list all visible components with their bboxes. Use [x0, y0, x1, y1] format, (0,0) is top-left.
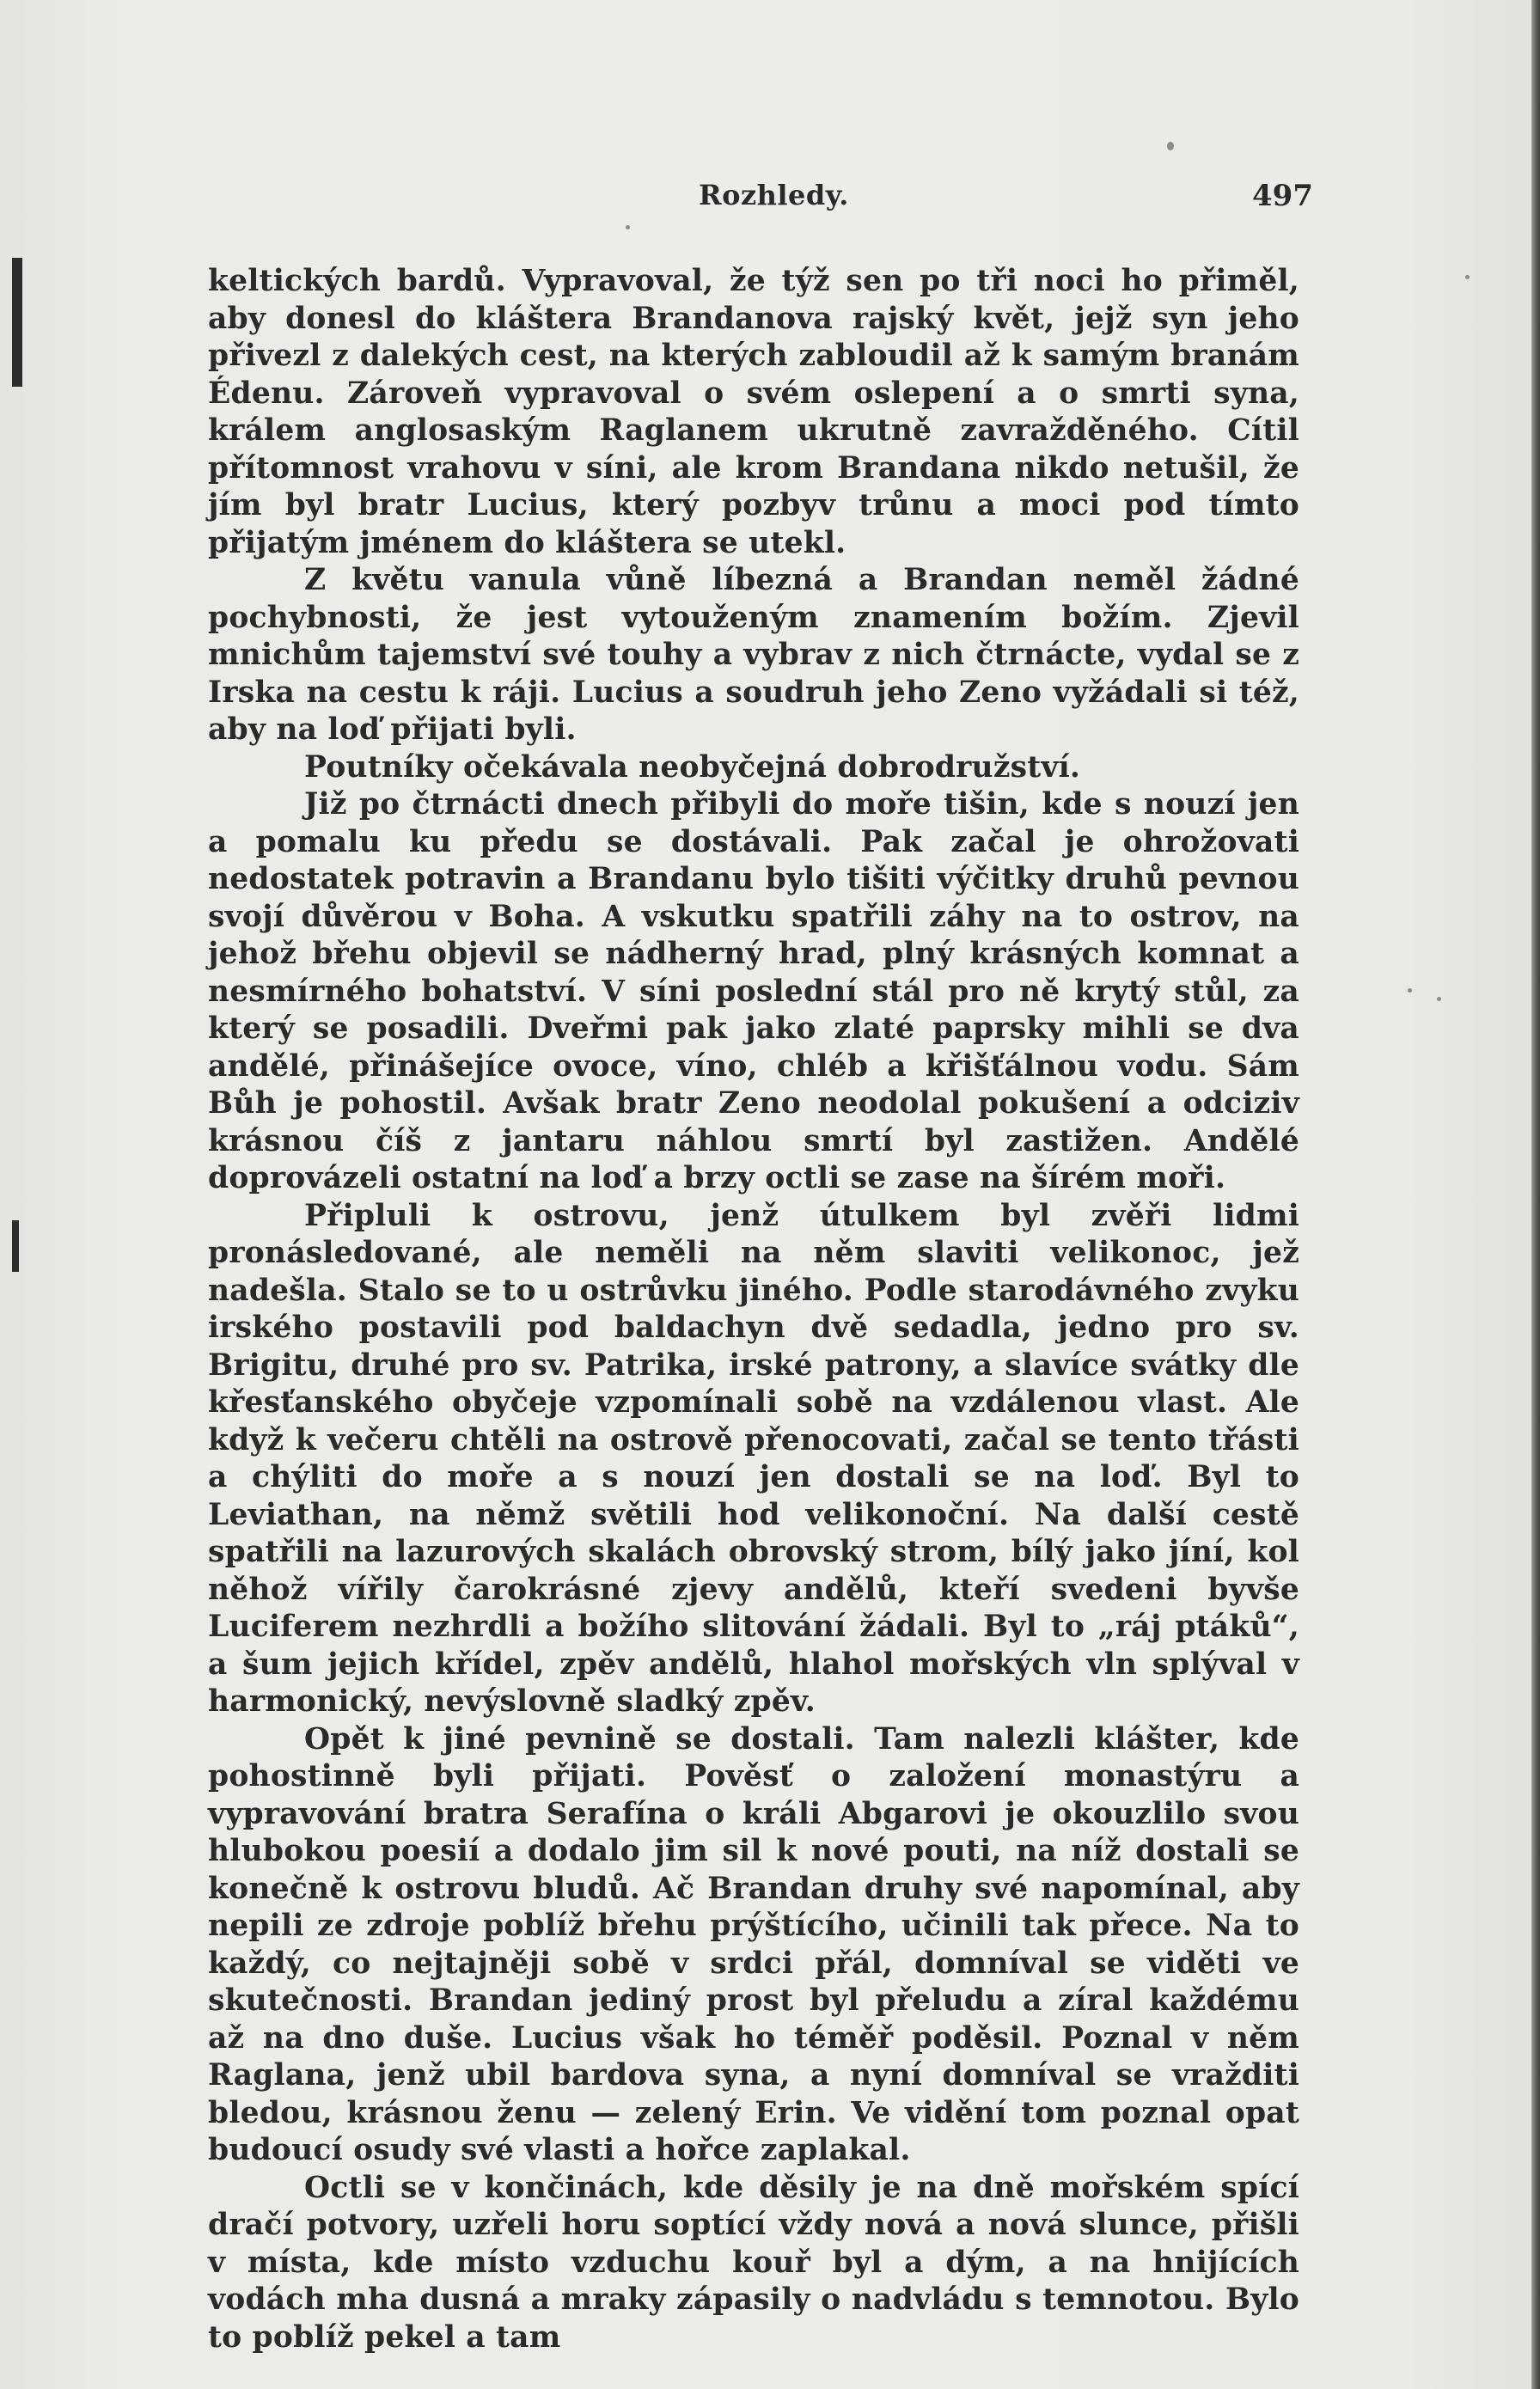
paragraph: Připluli k ostrovu, jenž útulkem byl zvěři lidmi pronásledované, ale neměli na něm slaviti velikonoc, jež nadešla. Stalo se to u ostrůvku jiného. Podle starodávného zvyku irského postavili pod baldachyn dvě sedadla, jedno pro sv. Brigitu, druhé pro sv. Patrika, irské patrony, a slavíce svátky dle křesťanského obyčeje vzpomínali sobě na vzdálenou vlast. Ale když k večeru chtěli na ostrově přenocovati, začal se tento třásti a chýliti do moře a s nouzí jen dostali se na loď. Byl to Leviathan, na němž světili hod velikonoční. Na další cestě spatřili na lazurových skalách obrovský strom, bílý jako jíní, kol něhož vířily čarokrásné zjevy andělů, kteří svedeni byvše Luciferem nezhrdli a božího slitování žádali. Byl to „ráj ptáků“, a šum jejich křídel, zpěv andělů, hlahol mořských vln splýval v harmonický, nevýslovně sladký zpěv.	[208, 1198, 1299, 1719]
ink-speck	[1465, 275, 1470, 279]
page-edge-shadow	[1531, 0, 1540, 2389]
paragraph: Octli se v končinách, kde děsily je na dně mořském spící dračí potvory, uzřeli horu soptící vždy nová a nová slunce, přišli v místa, kde místo vzduchu kouř byl a dým, a na hnijících vodách mha dusná a mraky zápasily o nadvládu s temnotou. Bylo to poblíž pekel a tam	[208, 2170, 1299, 2355]
ink-speck	[1408, 988, 1412, 993]
ink-speck	[1167, 142, 1174, 150]
paragraph: keltických bardů. Vypravoval, že týž sen po tři noci ho přiměl, aby donesl do kláštera Brandanova rajský květ, jejž syn jeho přivezl z dalekých cest, na kterých zabloudil až k samým branám Édenu. Zároveň vypravoval o svém oslepení a o smrti syna, králem anglosaským Raglanem ukrutně zavražděného. Cítil přítomnost vrahovu v síni, ale krom Brandana nikdo netušil, že jím byl bratr Lucius, který pozbyv trůnu a moci pod tímto přijatým jménem do kláštera se utekl.	[208, 264, 1299, 560]
paragraph: Opět k jiné pevnině se dostali. Tam nalezli klášter, kde pohostinně byli přijati. Pověsť o založení monastýru a vypravování bratra Serafína o králi Abgarovi je okouzlilo svou hlubokou poesií a dodalo jim sil k nové pouti, na níž dostali se konečně k ostrovu bludů. Ač Brandan druhy své napomínal, aby nepili ze zdroje poblíž břehu prýštícího, učinili tak přece. Na to každý, co nejtajněji sobě v srdci přál, domníval se viděti ve skutečnosti. Brandan jediný prost byl přeludu a zíral každému až na dno duše. Lucius však ho téměř poděsil. Poznal v něm Raglana, jenž ubil bardova syna, a nyní domníval se vražditi bledou, krásnou ženu — zelený Erin. Ve vidění tom poznal opat budoucí osudy své vlasti a hořce zaplakal.	[208, 1721, 1299, 2167]
scan-margin-mark	[12, 1220, 19, 1272]
page-header	[205, 179, 1313, 218]
ink-speck	[626, 225, 630, 229]
paragraph: Již po čtrnácti dnech přibyli do moře tišin, kde s nouzí jen a pomalu ku předu se dostávali. Pak začal je ohrožovati nedostatek potravin a Brandanu bylo tišiti výčitky druhů pevnou svojí důvěrou v Boha. A vskutku spatřili záhy na to ostrov, na jehož břehu objevil se nádherný hrad, plný krásných komnat a nesmírného bohatství. V síni poslední stál pro ně krytý stůl, za který se posadili. Dveřmi pak jako zlaté paprsky mihli se dva andělé, přinášejíce ovoce, víno, chléb a křišťálnou vodu. Sám Bůh je pohostil. Avšak bratr Zeno neodolal pokušení a odciziv krásnou číš z jantaru náhlou smrtí byl zastižen. Andělé doprovázeli ostatní na loď a brzy octli se zase na šírém moři.	[208, 787, 1299, 1195]
ink-speck	[1437, 997, 1441, 1001]
page-number: 497	[1252, 179, 1313, 213]
paragraph: Poutníky očekávala neobyčejná dobrodružství.	[304, 749, 1081, 785]
scan-margin-mark	[12, 258, 22, 387]
body-text	[208, 263, 1299, 2356]
running-title: Rozhledy.	[699, 179, 849, 211]
paragraph: Z květu vanula vůně líbezná a Brandan neměl žádné pochybnosti, že jest vytouženým znamením božím. Zjevil mnichům tajemství své touhy a vybrav z nich čtrnácte, vydal se z Irska na cestu k ráji. Lucius a soudruh jeho Zeno vyžádali si též, aby na loď přijati byli.	[208, 563, 1299, 747]
